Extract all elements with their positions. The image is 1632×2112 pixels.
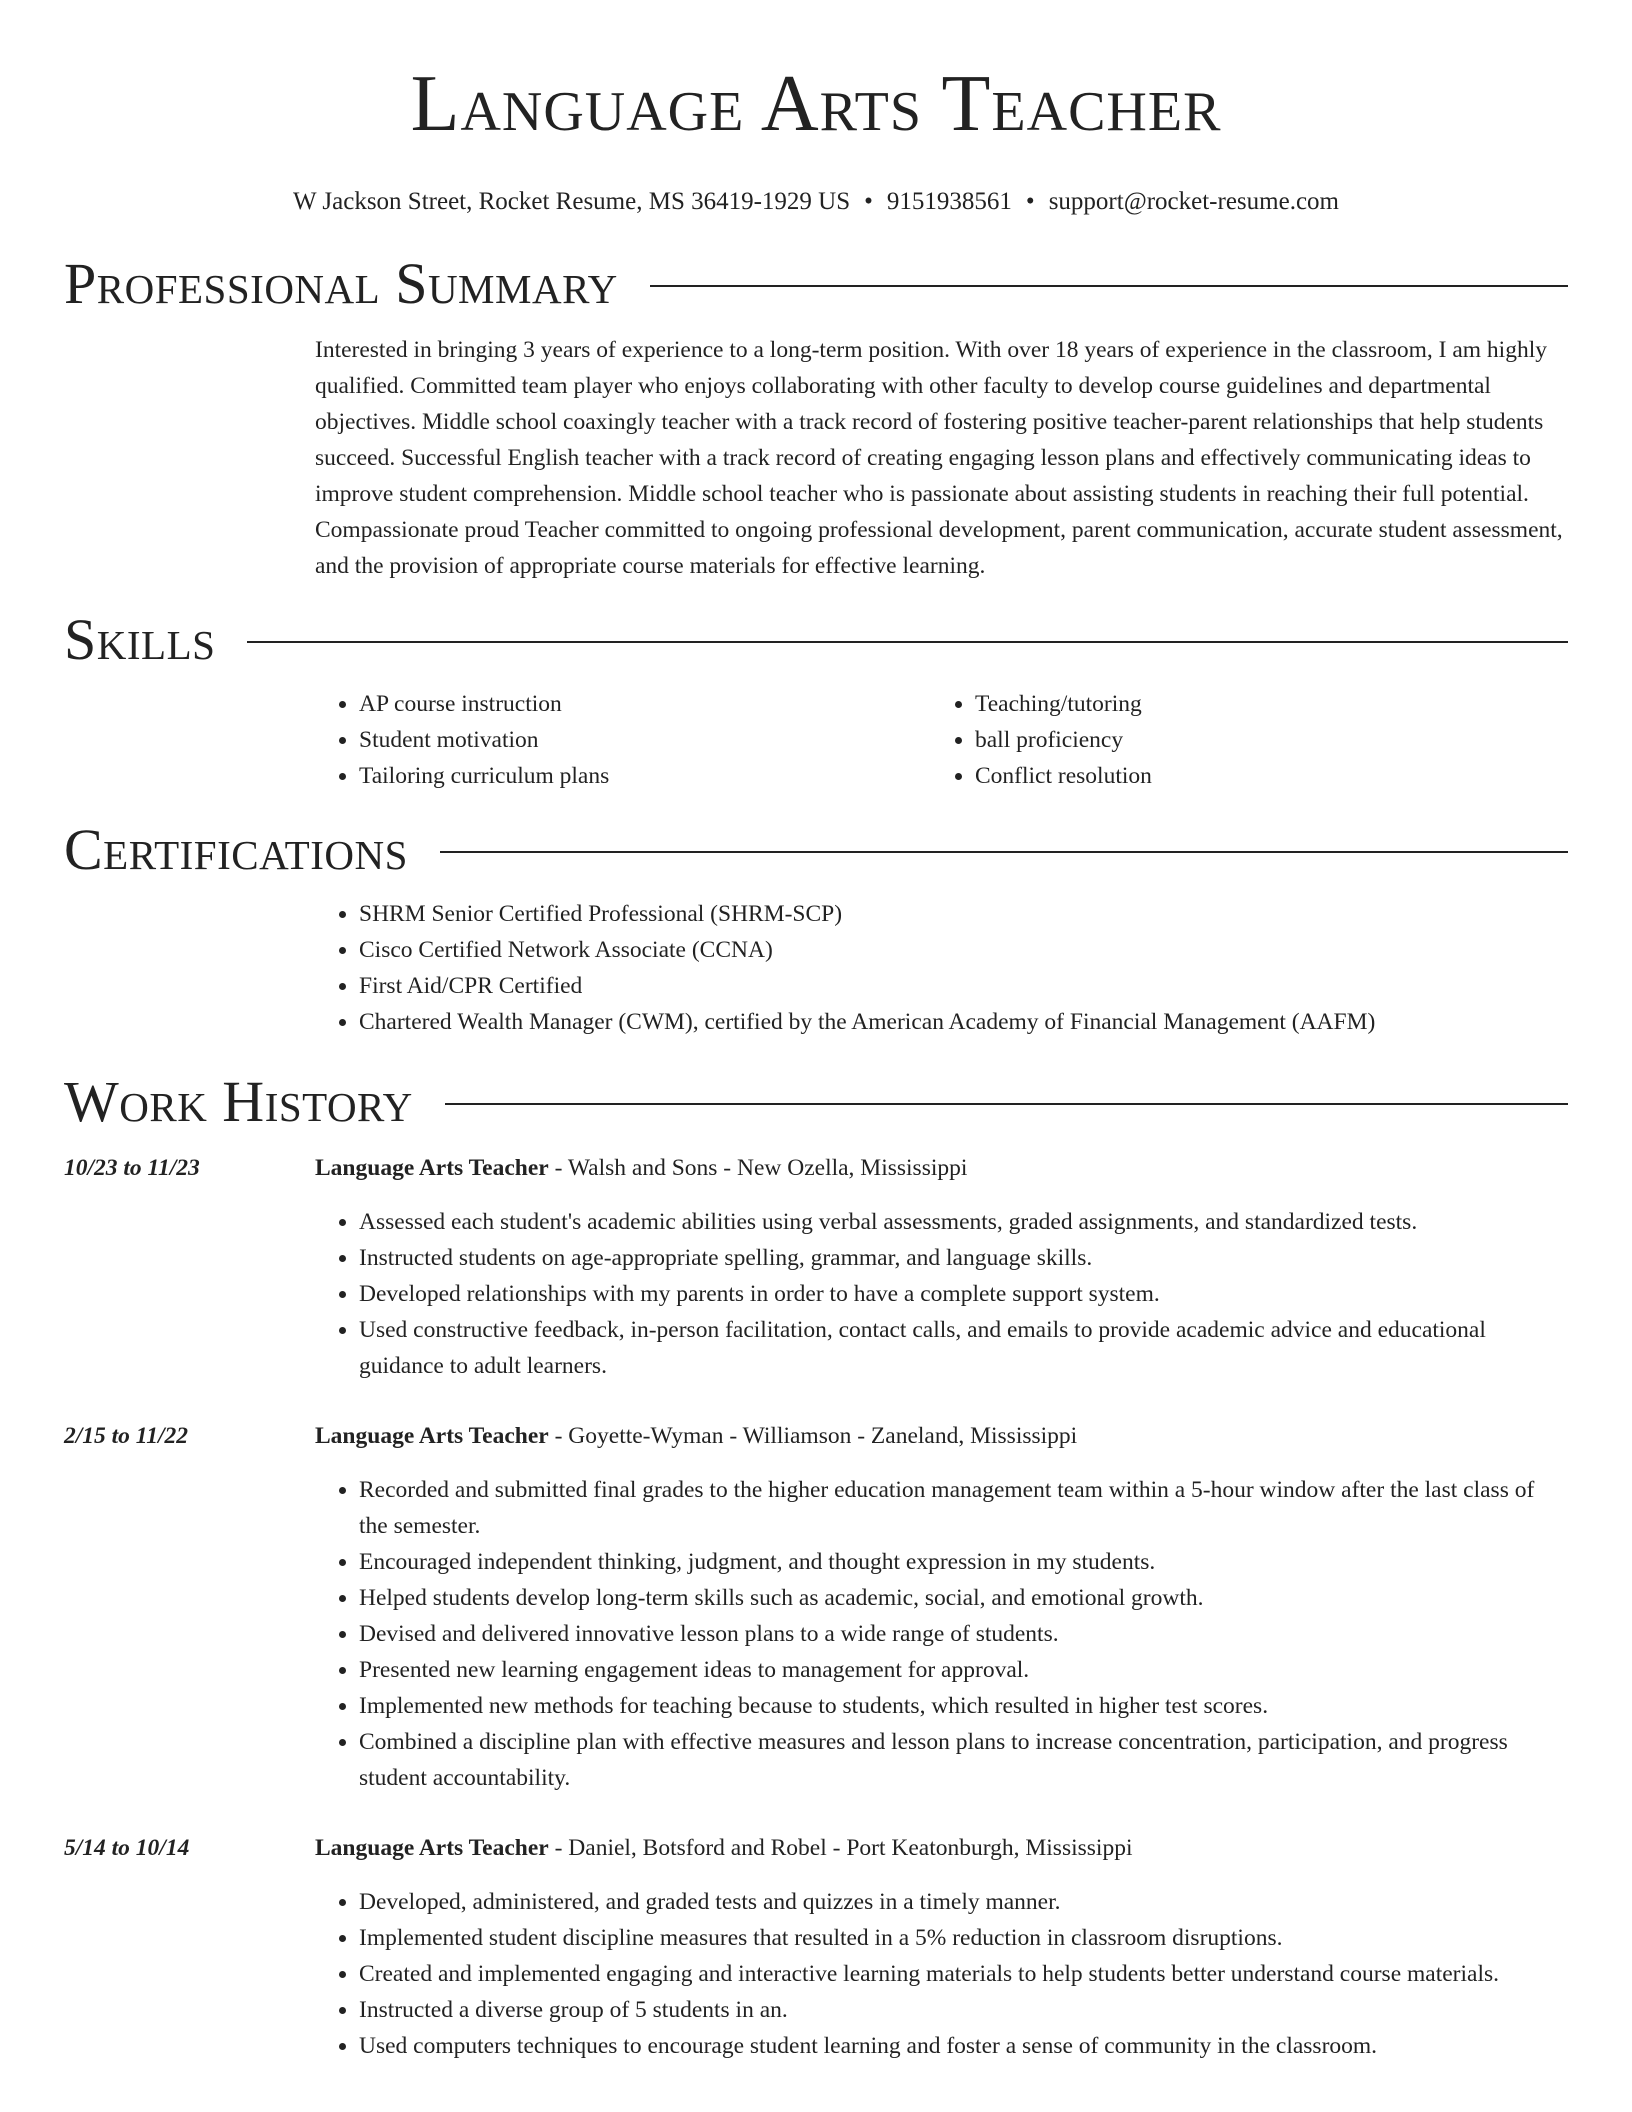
job-bullet: • Helped students develop long-term skills such as academic, social, and emotional growth. bbox=[359, 1580, 1568, 1616]
skill-item: • Teaching/tutoring bbox=[975, 686, 1568, 722]
certifications-heading: Certifications bbox=[64, 817, 408, 882]
job-bullet: • Assessed each student's academic abilities using verbal assessments, graded assignments, and standardized tests. bbox=[359, 1204, 1568, 1240]
certifications-body bbox=[315, 896, 1568, 1040]
section-divider bbox=[445, 1103, 1568, 1105]
certification-item: • Chartered Wealth Manager (CWM), certified by the American Academy of Financial Management (AAFM) bbox=[359, 1004, 1568, 1040]
summary-heading: Professional Summary bbox=[64, 251, 618, 316]
job-dates: 5/14 to 10/14 bbox=[64, 1835, 190, 1861]
job-bullet: • Devised and delivered innovative lesson plans to a wide range of students. bbox=[359, 1616, 1568, 1652]
job-content bbox=[315, 1830, 1568, 2064]
job-bullet: • Instructed a diverse group of 5 students in an. bbox=[359, 1992, 1568, 2028]
summary-text: Interested in bringing 3 years of experience to a long-term position. With over 18 years of experience in the classroom, I am highly qualified. Committed team player who enjoys collaborating with other faculty to develop course guidelines and departmental objectives. Middle school coaxingly teacher with a track record of fostering positive teacher-parent relationships that help students succeed. Successful English teacher with a track record of creating engaging lesson plans and effectively communicating ideas to improve student comprehension. Middle school teacher who is passionate about assisting students in reaching their full potential. Compassionate proud Teacher committed to ongoing professional development, parent communication, accurate student assessment, and the provision of appropriate course materials for effective learning. bbox=[315, 337, 1563, 579]
job-title: Language Arts Teacher bbox=[315, 1155, 549, 1181]
certification-item: • SHRM Senior Certified Professional (SHRM-SCP) bbox=[359, 896, 1568, 932]
job-entry bbox=[64, 1418, 1568, 1796]
work-heading: Work History bbox=[64, 1069, 413, 1134]
job-bullet: • Used computers techniques to encourage student learning and foster a sense of community in the classroom. bbox=[359, 2028, 1568, 2064]
job-bullet: • Presented new learning engagement ideas to management for approval. bbox=[359, 1652, 1568, 1688]
job-bullet: • Implemented new methods for teaching because to students, which resulted in higher test scores. bbox=[359, 1688, 1568, 1724]
skills-column-right bbox=[931, 686, 1568, 794]
job-title: Language Arts Teacher bbox=[315, 1423, 549, 1449]
contact-separator: • bbox=[1025, 188, 1035, 215]
job-bullets bbox=[315, 1884, 1568, 2064]
contact-email: support@rocket-resume.com bbox=[1048, 188, 1339, 215]
job-bullet: • Encouraged independent thinking, judgment, and thought expression in my students. bbox=[359, 1544, 1568, 1580]
skill-item: • AP course instruction bbox=[359, 686, 931, 722]
job-bullet: • Combined a discipline plan with effective measures and lesson plans to increase concentration, participation, and progress student accountability. bbox=[359, 1724, 1568, 1796]
job-employer: - Daniel, Botsford and Robel - Port Keatonburgh, Mississippi bbox=[548, 1835, 1133, 1861]
contact-line bbox=[64, 186, 1568, 218]
skills-column-left bbox=[315, 686, 931, 794]
job-bullet: • Used constructive feedback, in-person facilitation, contact calls, and emails to provide academic advice and educational guidance to adult learners. bbox=[359, 1312, 1568, 1384]
job-bullet: • Developed, administered, and graded tests and quizzes in a timely manner. bbox=[359, 1884, 1568, 1920]
job-bullet: • Recorded and submitted final grades to the higher education management team within a 5-hour window after the last class of the semester. bbox=[359, 1472, 1568, 1544]
skills-heading: Skills bbox=[64, 607, 216, 672]
job-entry bbox=[64, 1150, 1568, 1384]
work-section-header bbox=[64, 1070, 1568, 1134]
job-title: Language Arts Teacher bbox=[315, 1835, 549, 1861]
job-content bbox=[315, 1418, 1568, 1796]
certifications-list bbox=[315, 896, 1568, 1040]
section-divider bbox=[650, 285, 1568, 287]
section-divider bbox=[247, 641, 1568, 643]
job-bullet: • Implemented student discipline measures that resulted in a 5% reduction in classroom disruptions. bbox=[359, 1920, 1568, 1956]
certification-item: • Cisco Certified Network Associate (CCNA) bbox=[359, 932, 1568, 968]
resume-name: Language Arts Teacher bbox=[410, 60, 1222, 148]
skill-item: • ball proficiency bbox=[975, 722, 1568, 758]
resume-page bbox=[64, 0, 1568, 2064]
skill-item: • Conflict resolution bbox=[975, 758, 1568, 794]
contact-address: W Jackson Street, Rocket Resume, MS 36419-1929 US bbox=[293, 188, 851, 215]
job-entry bbox=[64, 1830, 1568, 2064]
contact-separator: • bbox=[864, 188, 873, 215]
job-content bbox=[315, 1150, 1568, 1384]
summary-body bbox=[315, 332, 1568, 584]
job-heading bbox=[315, 1830, 1568, 1866]
skills-list bbox=[315, 686, 1568, 794]
job-dates: 10/23 to 11/23 bbox=[64, 1155, 200, 1181]
certifications-section-header bbox=[64, 818, 1568, 882]
job-bullet: • Developed relationships with my parents in order to have a complete support system. bbox=[359, 1276, 1568, 1312]
job-bullet: • Created and implemented engaging and interactive learning materials to help students better understand course materials. bbox=[359, 1956, 1568, 1992]
contact-phone: 9151938561 bbox=[886, 188, 1012, 215]
certification-item: • First Aid/CPR Certified bbox=[359, 968, 1568, 1004]
job-bullet: • Instructed students on age-appropriate spelling, grammar, and language skills. bbox=[359, 1240, 1568, 1276]
job-dates: 2/15 to 11/22 bbox=[64, 1423, 189, 1449]
job-heading bbox=[315, 1150, 1568, 1186]
skills-section-header bbox=[64, 608, 1568, 672]
skill-item: • Student motivation bbox=[359, 722, 931, 758]
job-heading bbox=[315, 1418, 1568, 1454]
job-employer: - Goyette-Wyman - Williamson - Zaneland, Mississippi bbox=[548, 1423, 1078, 1449]
section-divider bbox=[440, 851, 1568, 853]
job-bullets bbox=[315, 1204, 1568, 1384]
job-employer: - Walsh and Sons - New Ozella, Mississippi bbox=[548, 1155, 968, 1181]
summary-section-header bbox=[64, 252, 1568, 316]
job-bullets bbox=[315, 1472, 1568, 1796]
skill-item: • Tailoring curriculum plans bbox=[359, 758, 931, 794]
